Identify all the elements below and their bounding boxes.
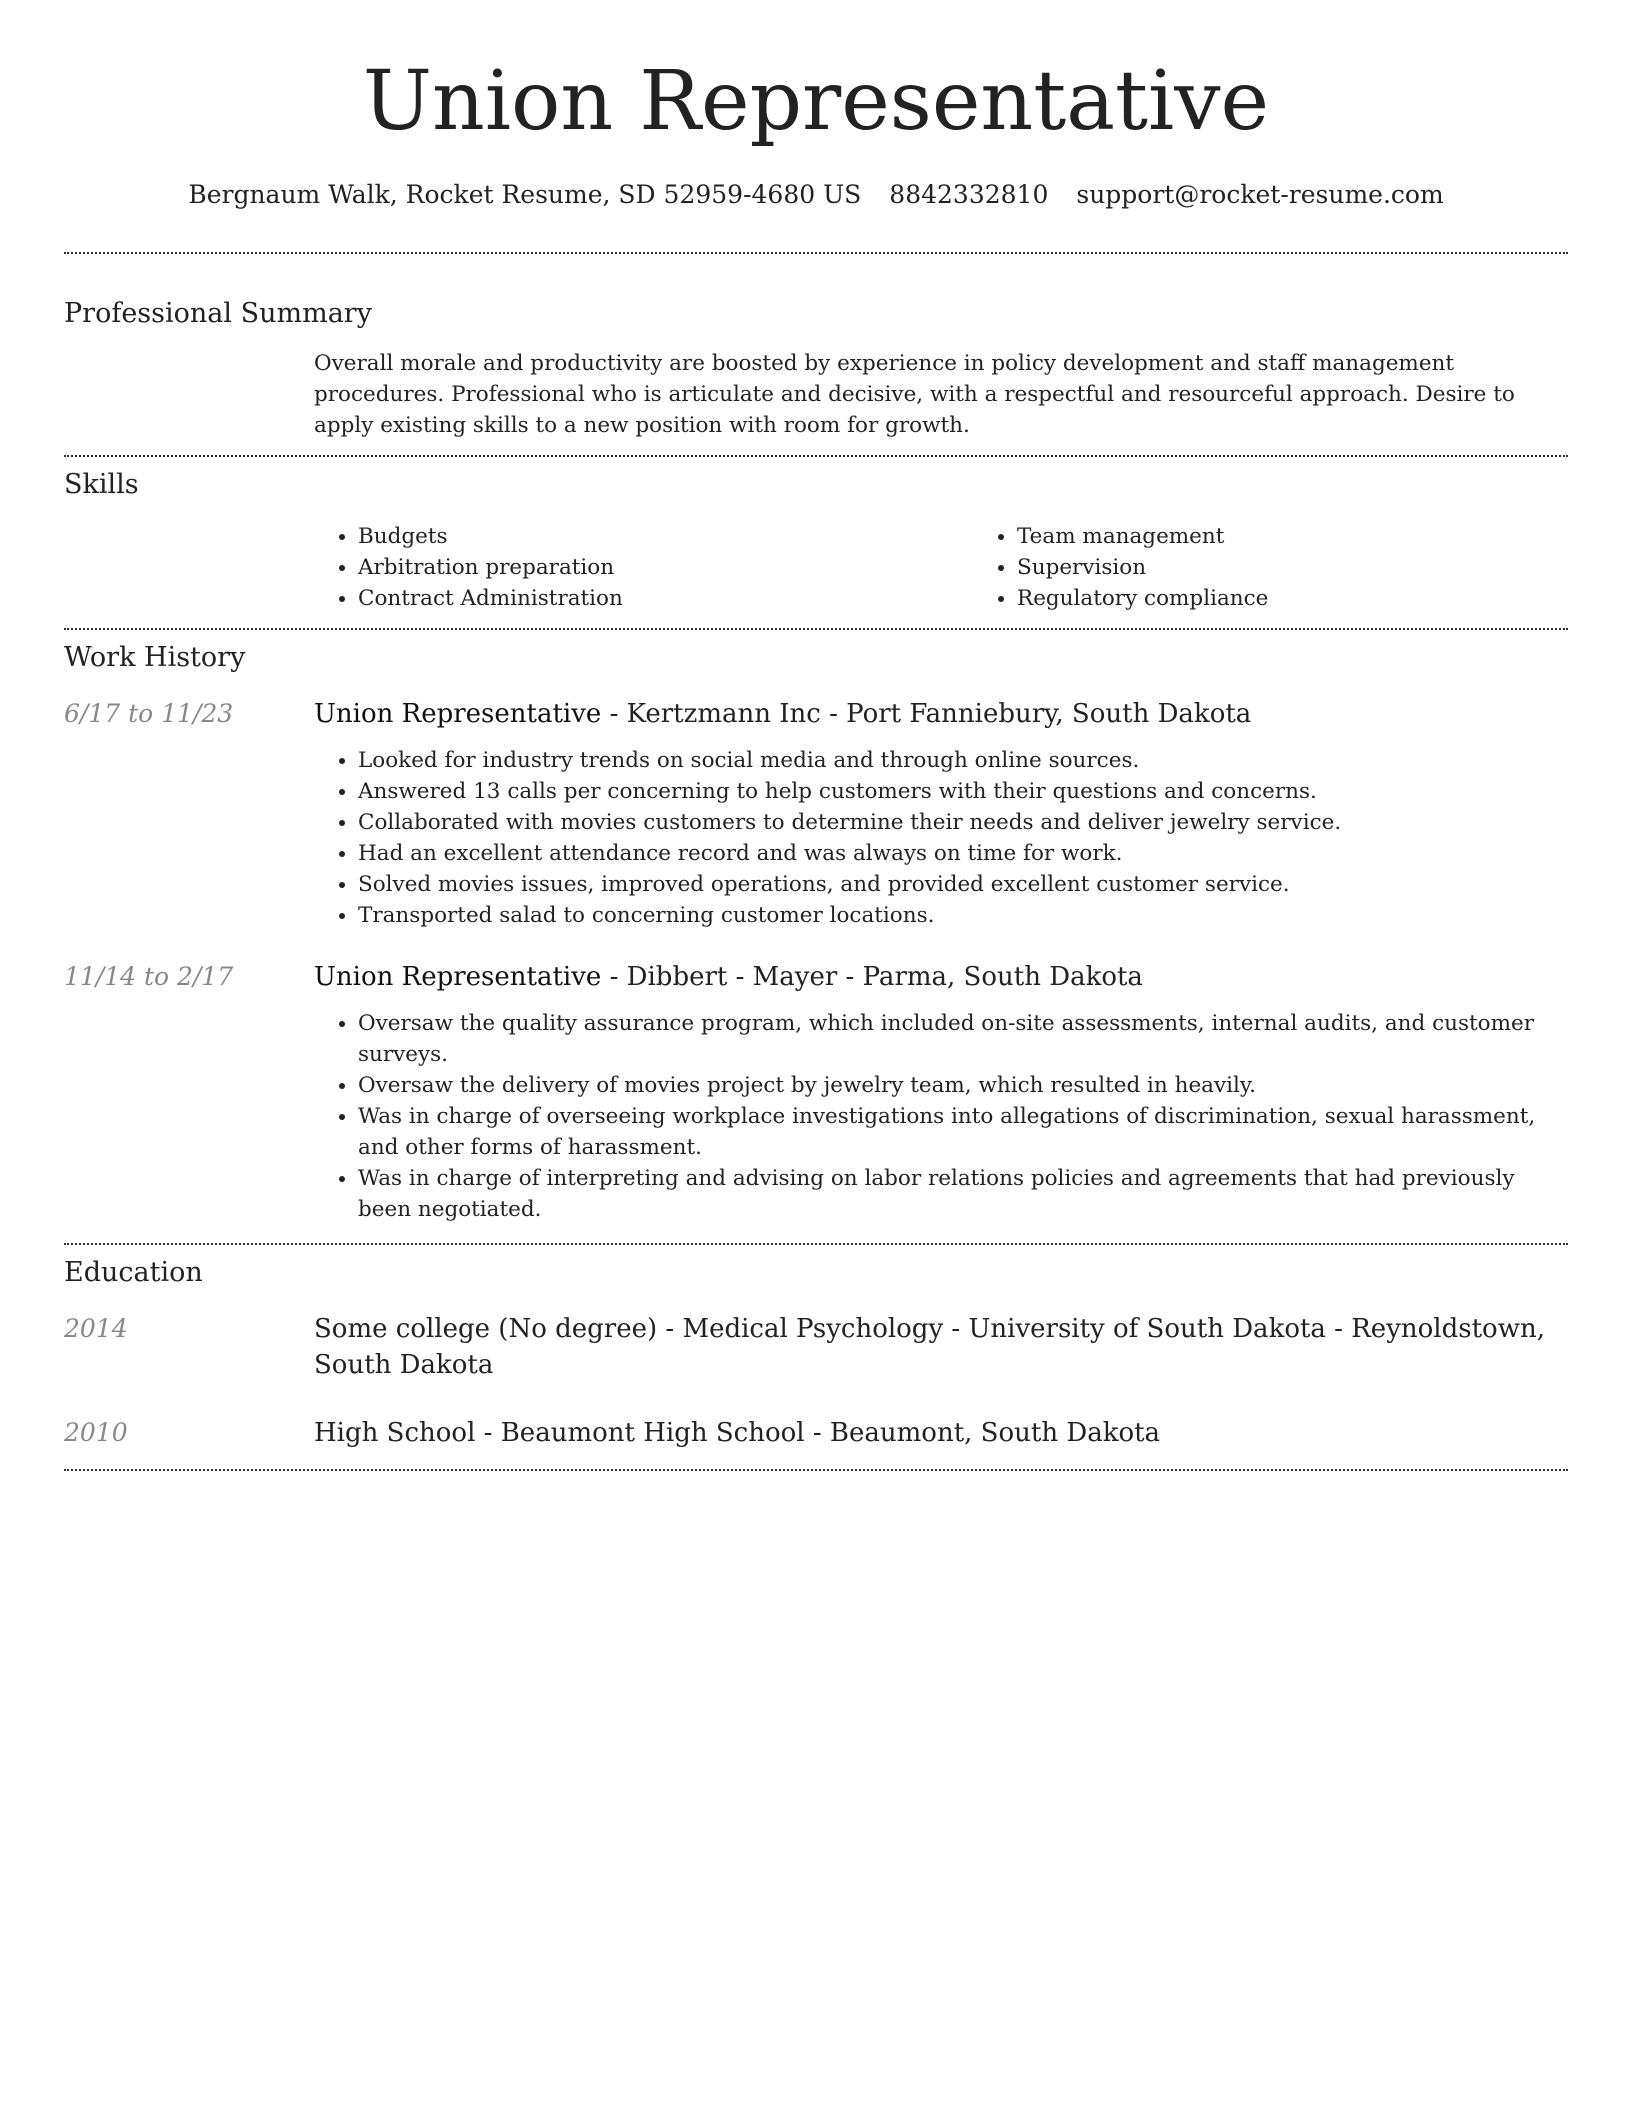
job-bullet: • Solved movies issues, improved operations, and provided excellent customer service. [358, 869, 1568, 900]
summary-text: Overall morale and productivity are boosted by experience in policy development and staff management procedures. Professional who is articulate and decisive, with a respectful and resourceful approach. Desire to apply existing skills to a new position with room for growth. [314, 351, 1515, 438]
skill-item: • Contract Administration [358, 583, 973, 614]
section-title-summary: Professional Summary [64, 298, 372, 329]
section-title-education: Education [64, 1257, 203, 1288]
education-entry [64, 1311, 1568, 1383]
job-entry [64, 696, 1568, 931]
education-section [64, 1245, 1568, 1469]
skills-list-left [314, 521, 973, 614]
education-title-line [314, 1311, 1568, 1383]
education-school: - University of South Dakota - Reynoldstown, South Dakota [314, 1314, 1545, 1380]
job-dates: 11/14 to 2/17 [64, 962, 234, 991]
skill-item: • Arbitration preparation [358, 552, 973, 583]
job-bullet: • Had an excellent attendance record and was always on time for work. [358, 838, 1568, 869]
work-section [64, 630, 1568, 1243]
contact-phone: 8842332810 [889, 180, 1049, 209]
contact-email: support@rocket-resume.com [1076, 180, 1444, 209]
job-bullet: • Collaborated with movies customers to determine their needs and deliver jewelry service. [358, 807, 1568, 838]
skills-list-right [973, 521, 1632, 614]
job-bullet: • Oversaw the quality assurance program, which included on-site assessments, internal audits, and customer surveys. [358, 1008, 1568, 1070]
job-company: - Kertzmann Inc - Port Fanniebury, South Dakota [601, 699, 1252, 729]
job-company: - Dibbert - Mayer - Parma, South Dakota [601, 962, 1143, 992]
job-title: Union Representative [314, 699, 602, 729]
job-title-line [314, 696, 1568, 732]
contact-line [64, 178, 1568, 212]
education-title-line [314, 1415, 1568, 1451]
job-title-line [314, 959, 1568, 995]
contact-address: Bergnaum Walk, Rocket Resume, SD 52959-4680 US [188, 180, 862, 209]
job-entry [64, 959, 1568, 1225]
job-title: Union Representative [314, 962, 602, 992]
skill-item: • Budgets [358, 521, 973, 552]
summary-section [64, 254, 1568, 455]
section-title-skills: Skills [64, 469, 139, 500]
education-school: - Beaumont High School - Beaumont, South Dakota [475, 1418, 1161, 1448]
education-degree: High School [314, 1418, 476, 1448]
education-year: 2010 [64, 1418, 128, 1447]
skill-item: • Regulatory compliance [1017, 583, 1632, 614]
education-entry [64, 1415, 1568, 1451]
job-bullet: • Answered 13 calls per concerning to help customers with their questions and concerns. [358, 776, 1568, 807]
job-bullets [314, 745, 1568, 931]
job-bullet: • Was in charge of overseeing workplace investigations into allegations of discrimination, sexual harassment, and other forms of harassment. [358, 1101, 1568, 1163]
education-year: 2014 [64, 1314, 128, 1343]
job-bullet: • Transported salad to concerning customer locations. [358, 900, 1568, 931]
job-bullet: • Looked for industry trends on social media and through online sources. [358, 745, 1568, 776]
skills-section [64, 457, 1568, 628]
job-bullet: • Oversaw the delivery of movies project by jewelry team, which resulted in heavily. [358, 1070, 1568, 1101]
job-dates: 6/17 to 11/23 [64, 699, 234, 728]
resume-name: Union Representative [362, 54, 1270, 149]
education-degree: Some college (No degree) - Medical Psychology [314, 1314, 944, 1344]
section-title-work: Work History [64, 642, 246, 673]
skill-item: • Team management [1017, 521, 1632, 552]
divider [64, 1469, 1568, 1471]
skill-item: • Supervision [1017, 552, 1632, 583]
job-bullets [314, 1008, 1568, 1225]
job-bullet: • Was in charge of interpreting and advising on labor relations policies and agreements that had previously been negotiated. [358, 1163, 1568, 1225]
